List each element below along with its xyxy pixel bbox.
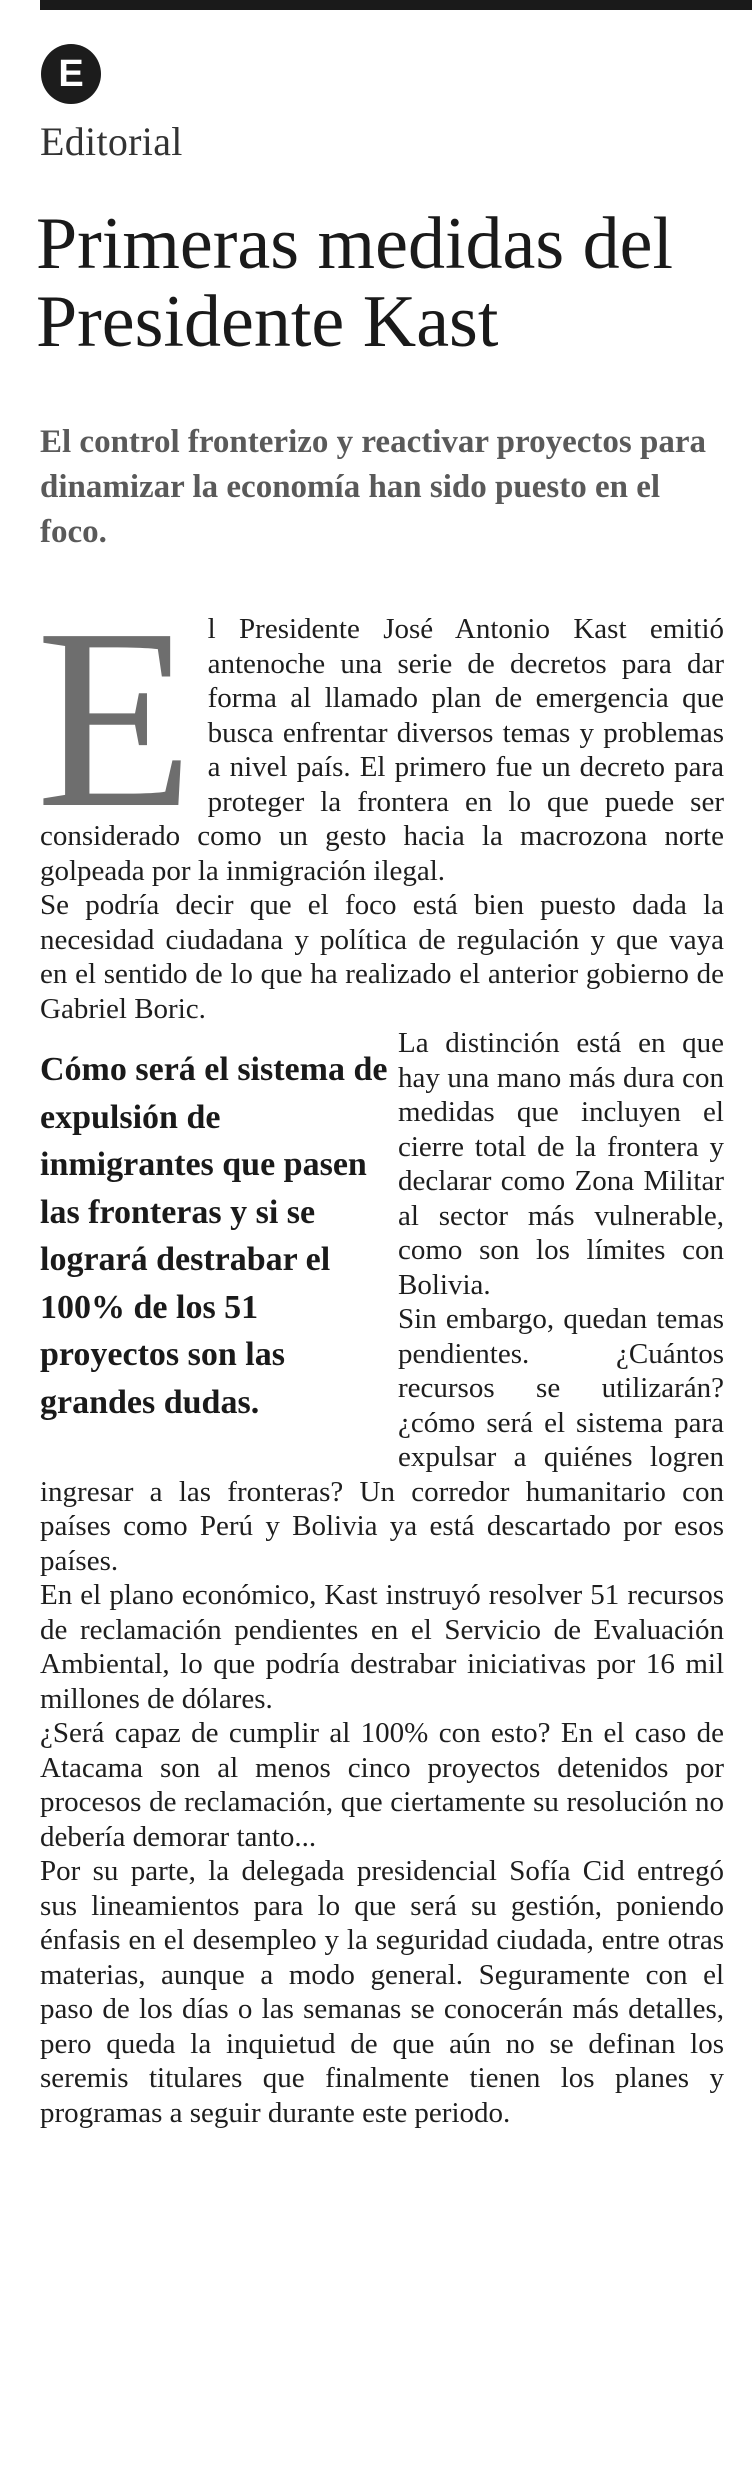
headline: Primeras medidas del Presidente Kast	[36, 203, 674, 363]
top-rule	[40, 0, 752, 10]
paragraph-4: Sin embargo, quedan temas pendientes. ¿Cuántos recursos se utilizarán? ¿cómo será el sistema para expulsar a quiénes logren ingresar a las fronteras? Un corredor humanitario con países como Perú y Bolivia ya está descartado por esos países.	[40, 1303, 724, 1577]
paragraph-3	[40, 1026, 724, 1421]
paragraph-3-text: La distinción está en que hay una mano más dura con medidas que incluyen el cierre total de la frontera y declarar como Zona Militar al sector más vulnerable, como son los límites con Bolivia.	[398, 1027, 724, 1301]
paragraph-7: Por su parte, la delegada presidencial Sofía Cid entregó sus lineamientos para lo que será su gestión, poniendo énfasis en el desempleo y la seguridad ciudada, entre otras materias, aunque a modo general. Seguramente con el paso de los días o las semanas se conocerán más detalles, pero queda la inquietud de que aún no se definan los seremis titulares que finalmente tienen los planes y programas a seguir durante este periodo.	[40, 1855, 724, 2129]
paragraph-2: Se podría decir que el foco está bien puesto dada la necesidad ciudadana y política de regulación y que vaya en el sentido de lo que ha realizado el anterior gobierno de Gabriel Boric.	[40, 889, 724, 1025]
paragraph-1	[36, 575, 724, 888]
paragraph-5: En el plano económico, Kast instruyó resolver 51 recursos de reclamación pendientes en el Servicio de Evaluación Ambiental, lo que podría destrabar iniciativas por 16 mil millones de dólares.	[40, 1579, 724, 1715]
pullquote-box	[40, 1026, 398, 1444]
paragraph-1-text: l Presidente José Antonio Kast emitió antenoche una serie de decretos para dar forma al llamado plan de emergencia que busca enfrentar diversos temas y problemas a nivel país. El primero fue un decreto para proteger la frontera en lo que puede ser considerado como un gesto hacia la macrozona norte golpeada por la inmigración ilegal.	[40, 613, 724, 887]
section-label: Editorial	[40, 119, 183, 164]
deck-subtitle: El control fronterizo y reactivar proyectos para dinamizar la economía han sido puesto en el foco.	[40, 424, 706, 550]
article-body	[36, 575, 724, 2130]
pullquote: Cómo será el sistema de expulsión de inmigrantes que pasen las fronteras y si se logrará destrabar el 100% de los 51 proyectos son las grandes dudas.	[40, 1051, 388, 1421]
paragraph-6: ¿Será capaz de cumplir al 100% con esto? En el caso de Atacama son al menos cinco proyectos detenidos por procesos de reclamación, que ciertamente su resolución no debería demorar tanto...	[40, 1717, 724, 1853]
drop-cap: E	[36, 575, 194, 861]
section-badge-icon: E	[41, 44, 101, 104]
